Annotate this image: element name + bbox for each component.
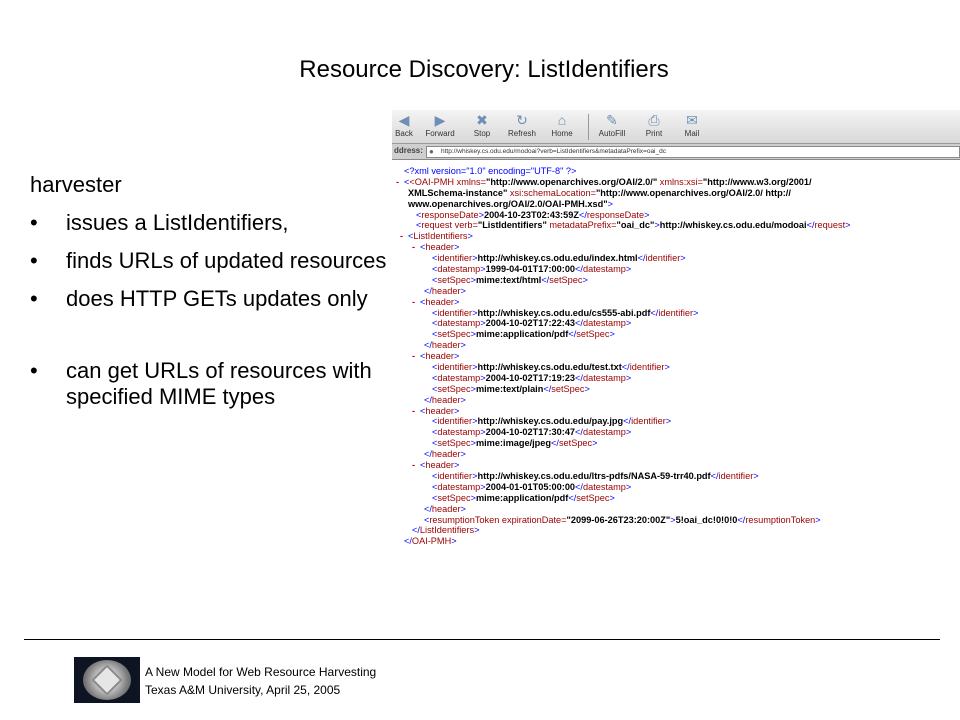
footer-divider: [24, 639, 940, 640]
xml-line: [396, 188, 958, 199]
xml-attr: xmlns=: [456, 176, 486, 187]
record-datestamp: 2004-01-01T05:00:00: [485, 481, 576, 492]
lead-text: harvester: [30, 172, 122, 197]
xml-line: <identifier>http://whiskey.cs.odu.edu/test.txt</identifier>: [432, 362, 670, 373]
xml-line: <setSpec>mime:text/html</setSpec>: [432, 274, 588, 285]
home-label: Home: [551, 129, 573, 138]
xml-record: [396, 406, 958, 460]
xml-line: - <<OAI-PMH xmlns="http://www.openarchives.org/OAI/2.0/" xmlns:xsi="http://www.w3.org/2001/: [396, 176, 812, 187]
refresh-label: Refresh: [507, 129, 536, 138]
back-label: Back: [395, 129, 413, 138]
bullet-text: can get URLs of resources with specified MIME types: [66, 358, 372, 409]
xml-line: <setSpec>mime:image/jpeg</setSpec>: [432, 438, 598, 449]
xml-line: <request verb="ListIdentifiers" metadataPrefix="oai_dc">http://whiskey.cs.odu.edu/modoai</request>: [416, 220, 851, 231]
address-input[interactable]: [426, 146, 960, 158]
resumption-date: "2099-06-26T23:20:00Z": [566, 514, 671, 525]
record-setspec: mime:image/jpeg: [475, 438, 552, 449]
xml-line: </ListIdentifiers>: [412, 525, 480, 536]
xml-line: <identifier>http://whiskey.cs.odu.edu/cs555-abi.pdf</identifier>: [432, 307, 699, 318]
xml-line: - <header>: [412, 296, 460, 307]
xml-record: [396, 351, 958, 405]
xml-record: [396, 242, 958, 296]
bullet-item: [30, 248, 390, 274]
back-arrow-icon: ◀: [398, 112, 410, 128]
home-button[interactable]: [542, 113, 582, 138]
footer-text: [145, 663, 376, 699]
xml-line: <identifier>http://whiskey.cs.odu.edu/ltrs-pdfs/NASA-59-trr40.pdf</identifier>: [432, 470, 759, 481]
collapse-toggle[interactable]: -: [412, 460, 416, 471]
mail-label: Mail: [684, 129, 700, 138]
xml-line: </header>: [424, 340, 466, 351]
xml-line: </header>: [424, 285, 466, 296]
record-datestamp: 1999-04-01T17:00:00: [485, 264, 576, 275]
record-list: [396, 242, 958, 514]
xml-line: - <header>: [412, 405, 460, 416]
xml-document: [396, 166, 958, 547]
bullet-icon: •: [30, 210, 38, 235]
xml-line: - <header>: [412, 351, 460, 362]
xml-line: <identifier>http://whiskey.cs.odu.edu/index.html</identifier>: [432, 253, 686, 264]
resumption-token: 5!oai_dc!0!0!0: [675, 514, 738, 525]
xml-attr: xmlns:xsi=: [659, 176, 703, 187]
xml-line: <setSpec>mime:application/pdf</setSpec>: [432, 329, 615, 340]
record-identifier: http://whiskey.cs.odu.edu/ltrs-pdfs/NASA-59-trr40.pdf: [477, 470, 711, 481]
stop-label: Stop: [473, 129, 491, 138]
stop-button[interactable]: [462, 113, 502, 138]
xml-line: [396, 166, 958, 177]
request-prefix: "oai_dc": [616, 220, 655, 231]
xml-line: <datestamp>2004-10-02T17:22:43</datestamp>: [432, 318, 632, 329]
refresh-icon: ↻: [516, 112, 528, 128]
xml-line: <setSpec>mime:text/plain</setSpec>: [432, 383, 590, 394]
xml-line: <resumptionToken expirationDate="2099-06-26T23:20:00Z">5!oai_dc!0!0!0</resumptionToken>: [424, 514, 821, 525]
xml-line: </header>: [424, 449, 466, 460]
record-identifier: http://whiskey.cs.odu.edu/test.txt: [477, 362, 622, 373]
collapse-toggle[interactable]: -: [412, 405, 416, 416]
bullet-item: [30, 210, 390, 236]
response-date: 2004-10-23T02:43:59Z: [483, 209, 579, 220]
record-identifier: http://whiskey.cs.odu.edu/pay.jpg: [477, 416, 624, 427]
forward-button[interactable]: [420, 113, 460, 138]
record-setspec: mime:text/plain: [475, 383, 544, 394]
university-logo: [74, 657, 140, 703]
xml-line: </header>: [424, 503, 466, 514]
xml-line: <responseDate>2004-10-23T02:43:59Z</responseDate>: [416, 209, 650, 220]
record-datestamp: 2004-10-02T17:22:43: [485, 318, 576, 329]
xml-line: <datestamp>2004-01-01T05:00:00</datestamp>: [432, 481, 632, 492]
xml-line: <datestamp>2004-10-02T17:30:47</datestamp>: [432, 427, 632, 438]
record-identifier: http://whiskey.cs.odu.edu/cs555-abi.pdf: [477, 307, 651, 318]
xml-value: "http://www.openarchives.org/OAI/2.0/ http://: [595, 187, 791, 198]
xml-value: "http://www.w3.org/2001/: [702, 176, 812, 187]
xml-record: [396, 297, 958, 351]
xml-line: <datestamp>1999-04-01T17:00:00</datestamp>: [432, 264, 632, 275]
autofill-icon: ✎: [606, 112, 618, 128]
record-datestamp: 2004-10-02T17:19:23: [485, 372, 576, 383]
mail-icon: ✉: [686, 112, 698, 128]
record-setspec: mime:application/pdf: [475, 492, 569, 503]
print-icon: ⎙: [648, 112, 660, 128]
autofill-label: AutoFill: [598, 129, 626, 138]
collapse-toggle[interactable]: -: [412, 351, 416, 362]
forward-arrow-icon: ▶: [434, 112, 446, 128]
browser-screenshot: [392, 110, 960, 608]
record-setspec: mime:application/pdf: [475, 329, 569, 340]
xml-line: - <header>: [412, 242, 460, 253]
collapse-toggle[interactable]: -: [412, 296, 416, 307]
record-setspec: mime:text/html: [475, 274, 542, 285]
print-label: Print: [645, 129, 663, 138]
collapse-toggle[interactable]: -: [412, 242, 416, 253]
bullet-list: [30, 210, 390, 410]
xml-tag: <OAI-PMH: [409, 176, 455, 187]
bullet-icon: •: [30, 358, 38, 383]
slide-title: Resource Discovery: ListIdentifiers: [299, 56, 669, 83]
bullet-text: issues a ListIdentifiers,: [66, 210, 289, 235]
xml-line: <setSpec>mime:application/pdf</setSpec>: [432, 492, 615, 503]
bullet-icon: •: [30, 248, 38, 273]
toolbar-separator: [588, 114, 589, 140]
slide-body: [30, 172, 390, 422]
forward-label: Forward: [425, 129, 455, 138]
print-button[interactable]: [634, 113, 674, 138]
mail-button[interactable]: [672, 113, 712, 138]
autofill-button[interactable]: [592, 113, 632, 138]
home-icon: ⌂: [557, 112, 567, 128]
address-label: ddress:: [394, 146, 423, 155]
bullet-text: finds URLs of updated resources: [66, 248, 387, 273]
address-url: http://whiskey.cs.odu.edu/modoai?verb=ListIdentifiers&metadataPrefix=oai_dc: [441, 148, 666, 155]
footer-line1: A New Model for Web Resource Harvesting: [145, 665, 377, 679]
collapse-toggle[interactable]: -: [400, 231, 404, 242]
globe-icon: ●: [429, 147, 434, 156]
xml-line: </OAI-PMH>: [404, 536, 457, 547]
xml-value: www.openarchives.org/OAI/2.0/OAI-PMH.xsd": [408, 198, 608, 209]
xml-line: - <header>: [412, 460, 460, 471]
stop-icon: ✖: [476, 112, 488, 128]
xml-line: - <ListIdentifiers>: [400, 231, 473, 242]
xml-line: www.openarchives.org/OAI/2.0/OAI-PMH.xsd">: [408, 198, 613, 209]
xml-line: <datestamp>2004-10-02T17:19:23</datestamp>: [432, 372, 632, 383]
refresh-button[interactable]: [502, 113, 542, 138]
bullet-item: [30, 358, 390, 410]
record-datestamp: 2004-10-02T17:30:47: [485, 427, 576, 438]
xml-record: [396, 460, 958, 514]
xml-value: "http://www.openarchives.org/OAI/2.0/": [485, 176, 658, 187]
footer-line2: Texas A&M University, April 25, 2005: [145, 683, 341, 697]
address-bar: [392, 144, 960, 160]
bullet-item: [30, 286, 390, 312]
xml-value: XMLSchema-instance": [408, 187, 508, 198]
request-verb: "ListIdentifiers": [477, 220, 547, 231]
request-url: http://whiskey.cs.odu.edu/modoai: [659, 220, 807, 231]
bullet-icon: •: [30, 286, 38, 311]
xml-declaration: <?xml version="1.0" encoding="UTF-8" ?>: [404, 166, 577, 176]
browser-toolbar: [392, 110, 960, 144]
record-identifier: http://whiskey.cs.odu.edu/index.html: [477, 253, 638, 264]
xml-line: </header>: [424, 394, 466, 405]
bullet-text: does HTTP GETs updates only: [66, 286, 368, 311]
collapse-toggle[interactable]: -: [396, 176, 400, 187]
xml-attr: xsi:schemaLocation=: [509, 187, 596, 198]
xml-line: <identifier>http://whiskey.cs.odu.edu/pay.jpg</identifier>: [432, 416, 672, 427]
